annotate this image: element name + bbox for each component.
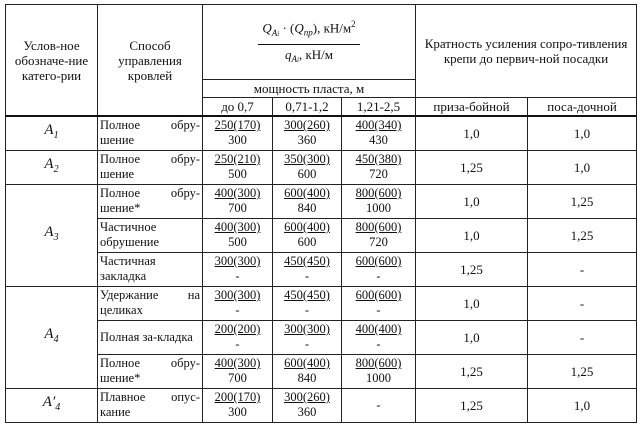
header-formula xyxy=(203,5,416,80)
method-cell: Полное обру-шение xyxy=(98,150,203,184)
formula-numerator: $Q_{Ai} \cdot (Q_{пр})$, $кН/м^2$ xyxy=(258,16,359,44)
category-cell: $A'_4$ xyxy=(6,388,98,422)
method-cell: Частичное обрушение xyxy=(98,218,203,252)
method-cell: Полная за-кладка xyxy=(98,320,203,354)
value-cell: 300(300) - xyxy=(273,320,342,354)
value-cell: 300(300) - xyxy=(203,252,273,286)
table-row xyxy=(6,320,637,354)
value-cell: 200(200) - xyxy=(203,320,273,354)
formula-fraction xyxy=(258,16,359,67)
value-cell: 450(450) - xyxy=(273,286,342,320)
method-cell: Полное обру-шение* xyxy=(98,184,203,218)
header-coef-face: приза-бойной xyxy=(416,98,528,117)
value-cell: 400(300) 700 xyxy=(203,184,273,218)
support-table xyxy=(5,4,637,423)
coef-landing-cell: - xyxy=(528,286,637,320)
coef-landing-cell: 1,25 xyxy=(528,354,637,388)
value-cell: - xyxy=(342,388,416,422)
coef-landing-cell: 1,0 xyxy=(528,388,637,422)
coef-landing-cell: - xyxy=(528,320,637,354)
method-cell: Удержание на целиках xyxy=(98,286,203,320)
header-reinforcement: Кратность усиления сопро-тивления крепи до первич-ной посадки xyxy=(416,5,637,98)
table-row xyxy=(6,116,637,150)
header-thick-range: 0,71-1,2 xyxy=(273,98,342,117)
formula-denominator: $q_{Ai}$, кН/м xyxy=(285,46,333,64)
category-cell: $A_2$ xyxy=(6,150,98,184)
value-cell: 600(600) - xyxy=(342,286,416,320)
coef-face-cell: 1,25 xyxy=(416,354,528,388)
coef-face-cell: 1,0 xyxy=(416,286,528,320)
value-cell: 800(600) 1000 xyxy=(342,354,416,388)
value-cell: 800(600) 1000 xyxy=(342,184,416,218)
coef-face-cell: 1,0 xyxy=(416,218,528,252)
value-cell: 400(300) 500 xyxy=(203,218,273,252)
value-cell: 400(300) 700 xyxy=(203,354,273,388)
coef-landing-cell: 1,25 xyxy=(528,184,637,218)
value-cell: 200(170) 300 xyxy=(203,388,273,422)
method-cell: Плавное опус-кание xyxy=(98,388,203,422)
header-coef-landing: поса-дочной xyxy=(528,98,637,117)
value-cell: 800(600) 720 xyxy=(342,218,416,252)
table-row xyxy=(6,218,637,252)
value-cell: 350(300) 600 xyxy=(273,150,342,184)
value-cell: 400(400) - xyxy=(342,320,416,354)
value-cell: 450(450) - xyxy=(273,252,342,286)
coef-landing-cell: - xyxy=(528,252,637,286)
header-category: Услов-ное обозначе-ние катего-рии xyxy=(6,5,98,117)
coef-landing-cell: 1,0 xyxy=(528,116,637,150)
coef-face-cell: 1,0 xyxy=(416,116,528,150)
method-cell: Полное обру-шение xyxy=(98,116,203,150)
coef-landing-cell: 1,0 xyxy=(528,150,637,184)
category-cell: $A_1$ xyxy=(6,116,98,150)
coef-face-cell: 1,25 xyxy=(416,388,528,422)
header-thick-range: 1,21-2,5 xyxy=(342,98,416,117)
coef-face-cell: 1,0 xyxy=(416,320,528,354)
header-thickness-label: мощность пласта, м xyxy=(203,80,416,98)
header-method: Способ управления кровлей xyxy=(98,5,203,117)
table-row xyxy=(6,388,637,422)
value-cell: 250(210) 500 xyxy=(203,150,273,184)
value-cell: 600(400) 840 xyxy=(273,184,342,218)
value-cell: 450(380) 720 xyxy=(342,150,416,184)
value-cell: 300(260) 360 xyxy=(273,388,342,422)
value-cell: 600(600) - xyxy=(342,252,416,286)
value-cell: 300(300) - xyxy=(203,286,273,320)
coef-face-cell: 1,25 xyxy=(416,150,528,184)
coef-face-cell: 1,25 xyxy=(416,252,528,286)
value-cell: 300(260) 360 xyxy=(273,116,342,150)
coef-face-cell: 1,0 xyxy=(416,184,528,218)
header-thick-range: до 0,7 xyxy=(203,98,273,117)
table-row xyxy=(6,150,637,184)
table-row xyxy=(6,286,637,320)
category-cell: $A_3$ xyxy=(6,184,98,286)
table-row xyxy=(6,354,637,388)
value-cell: 250(170) 300 xyxy=(203,116,273,150)
table-row xyxy=(6,184,637,218)
value-cell: 400(340) 430 xyxy=(342,116,416,150)
value-cell: 600(400) 600 xyxy=(273,218,342,252)
coef-landing-cell: 1,25 xyxy=(528,218,637,252)
method-cell: Частичная закладка xyxy=(98,252,203,286)
table-row xyxy=(6,252,637,286)
category-cell: $A_4$ xyxy=(6,286,98,388)
method-cell: Полное обру-шение* xyxy=(98,354,203,388)
value-cell: 600(400) 840 xyxy=(273,354,342,388)
